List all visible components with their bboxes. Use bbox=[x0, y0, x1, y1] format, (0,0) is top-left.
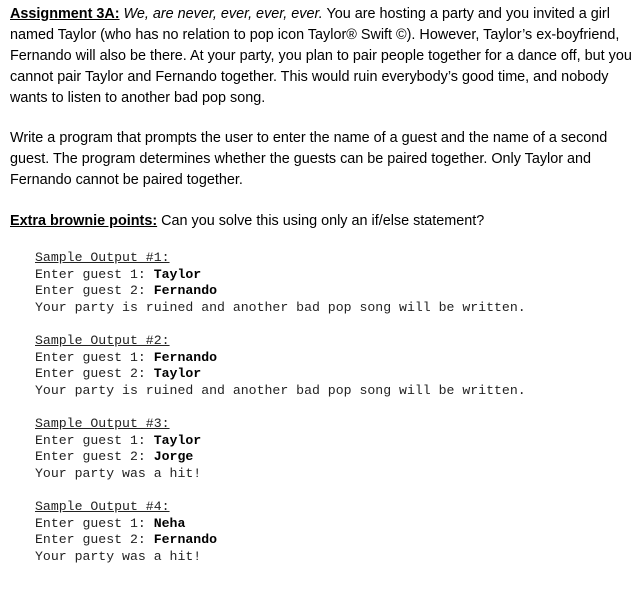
guest2-prompt: Enter guest 2: bbox=[35, 366, 154, 382]
guest1-prompt: Enter guest 1: bbox=[35, 432, 154, 448]
guest1-prompt: Enter guest 1: bbox=[35, 515, 154, 531]
sample-result: Your party was a hit! bbox=[35, 465, 202, 481]
guest2-value: Fernando bbox=[153, 283, 218, 299]
sample-output-1 bbox=[35, 250, 526, 316]
assignment-heading: Assignment 3A: bbox=[10, 6, 120, 22]
sample-title: Sample Output #4: bbox=[35, 499, 170, 514]
sample-title: Sample Output #1: bbox=[35, 250, 170, 265]
assignment-tagline: We, are never, ever, ever, ever. bbox=[123, 6, 323, 22]
guest2-prompt: Enter guest 2: bbox=[35, 532, 154, 548]
sample-title: Sample Output #2: bbox=[35, 333, 170, 348]
instructions-paragraph: Write a program that prompts the user to enter the name of a guest and the name of a second guest. The program determines whether the guests can be paired together. Only Taylor and Fernando cannot be paired together. bbox=[10, 130, 608, 188]
assignment-paragraph bbox=[10, 4, 636, 109]
sample-output-2 bbox=[35, 333, 526, 399]
guest2-prompt: Enter guest 2: bbox=[35, 449, 154, 465]
guest1-value: Taylor bbox=[153, 266, 202, 282]
sample-result: Your party is ruined and another bad pop song will be written. bbox=[35, 382, 526, 398]
guest1-value: Fernando bbox=[153, 349, 218, 365]
guest2-value: Taylor bbox=[153, 366, 202, 382]
guest1-value: Neha bbox=[153, 515, 186, 531]
assignment-text: You are hosting a party and you invited a girl named Taylor (who has no relation to pop icon Taylor® Swift ©). However, Taylor’s ex-boyfriend, Fernando will also be there. At your party, you plan to pair people together for a dance off, but you cannot pair Taylor and Fernando together. This would ruin everybody’s good time, and nobody wants to listen to another bad pop song. bbox=[10, 6, 632, 106]
extra-credit-text: Can you solve this using only an if/else statement? bbox=[157, 213, 485, 229]
sample-output-3 bbox=[35, 416, 201, 482]
sample-title: Sample Output #3: bbox=[35, 416, 170, 431]
guest1-prompt: Enter guest 1: bbox=[35, 266, 154, 282]
extra-credit-paragraph bbox=[10, 211, 636, 232]
guest2-prompt: Enter guest 2: bbox=[35, 283, 154, 299]
sample-output-4 bbox=[35, 499, 217, 565]
guest2-value: Fernando bbox=[153, 532, 218, 548]
guest2-value: Jorge bbox=[153, 449, 194, 465]
sample-result: Your party is ruined and another bad pop song will be written. bbox=[35, 299, 526, 315]
sample-result: Your party was a hit! bbox=[35, 548, 202, 564]
guest1-value: Taylor bbox=[153, 432, 202, 448]
guest1-prompt: Enter guest 1: bbox=[35, 349, 154, 365]
extra-credit-heading: Extra brownie points: bbox=[10, 213, 158, 229]
